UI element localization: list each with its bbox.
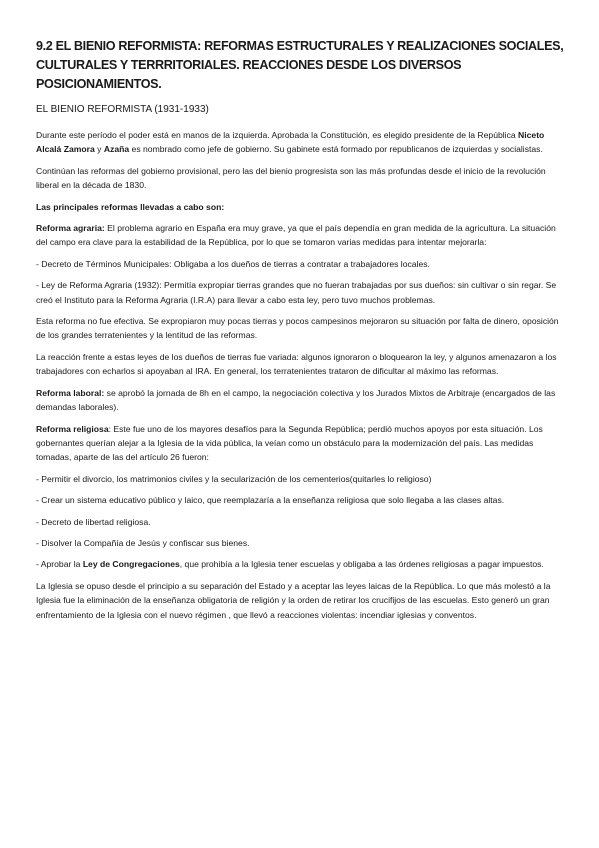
landowner-reaction-paragraph: La reacción frente a estas leyes de los dueños de tierras fue variada: algunos ignoraron o bloquearon la ley, y algunos amenazaron a los trabajadores con echarlos si apoyaban al IRA. En general, los terratenientes trataron de dificultar al máximo las reformas. <box>36 351 557 377</box>
education-item: - Crear un sistema educativo público y laico, que reemplazaría a la enseñanza religiosa que solo llegaba a las clases altas. <box>36 495 505 506</box>
religious-reform-paragraph <box>36 422 567 465</box>
intro-paragraph <box>36 128 567 157</box>
labor-reform-paragraph <box>36 386 567 415</box>
reform-effectiveness-paragraph: Esta reforma no fue efectiva. Se expropiaron muy pocas tierras y pocos campesinos mejoraron su situación por falta de dinero, oposición de los grandes terratenientes y la lentitud de las reformas. <box>36 316 559 341</box>
congregations-text-2: , que prohibía a la Iglesia tener escuelas y obligaba a las órdenes religiosas a pagar impuestos. <box>179 559 544 570</box>
continuation-paragraph: Continúan las reformas del gobierno provisional, pero las del bienio progresista son las más profundas desde el inicio de la revolución liberal en la década de 1830. <box>36 165 546 191</box>
labor-reform-label: Reforma laboral: <box>36 387 105 398</box>
divorce-item: - Permitir el divorcio, los matrimonios civiles y la secularización de los cementerios(quitarles lo religioso) <box>36 473 432 484</box>
religious-freedom-item: - Decreto de libertad religiosa. <box>36 516 151 527</box>
intro-text-1: Durante este período el poder está en manos de la izquierda. Aprobada la Constitución, es elegido presidente de la República <box>36 130 519 140</box>
intro-head-government-name: Azaña <box>103 144 130 155</box>
religious-reform-text: : Este fue uno de los mayores desafíos para la Segunda República; perdió muchos apoyos por esta situación. Los gobernantes querían alejar a la Iglesia de la vida pública, la veían como un obstáculo para la modernización del país. Las medidas tomadas, aparte de las del artículo 26 fueron: <box>36 423 543 463</box>
document-title: 9.2 EL BIENIO REFORMISTA: REFORMAS ESTRUCTURALES Y REALIZACIONES SOCIALES, CULTURALES Y TERRRITORIALES. REACCIONES DESDE LOS DIVERSOS POSICIONAMIENTOS. <box>36 39 564 91</box>
agrarian-reform-text: El problema agrario en España era muy grave, ya que el país dependía en gran medida de la agricultura. La situación del campo era clave para la estabilidad de la República, por lo que se tomaron varias medidas para intentar mejorarla: <box>36 223 556 248</box>
congregations-text-1: - Aprobar la <box>36 559 83 570</box>
reforms-heading: Las principales reformas llevadas a cabo son: <box>36 201 225 212</box>
intro-text-2: y <box>94 144 104 155</box>
jesuits-item: - Disolver la Compañía de Jesús y confiscar sus bienes. <box>36 537 250 548</box>
congregations-item <box>36 557 567 571</box>
section-subtitle: EL BIENIO REFORMISTA (1931-1933) <box>36 104 209 115</box>
intro-text-3: es nombrado como jefe de gobierno. Su gabinete está formado por republicanos de izquierdas y socialistas. <box>129 144 543 155</box>
municipal-terms-item: - Decreto de Términos Municipales: Obligaba a los dueños de tierras a contratar a trabajadores locales. <box>36 258 430 269</box>
intro-president-name: Niceto Alcalá Zamora <box>36 130 545 155</box>
labor-reform-text: se aprobó la jornada de 8h en el campo, la negociación colectiva y los Jurados Mixtos de Arbitraje (encargados de las demandas laborales). <box>36 387 556 413</box>
congregations-law-name: Ley de Congregaciones <box>82 559 180 570</box>
agrarian-reform-label: Reforma agraria: <box>36 223 105 234</box>
agrarian-law-item: - Ley de Reforma Agraria (1932): Permitía expropiar tierras grandes que no fueran trabajadas por sus dueños: sin cultivar o sin regar. Se creó el Instituto para la Reforma Agraria (I.R.A) para llevar a cabo esta ley, pero tuvo muchos problemas. <box>36 280 557 305</box>
church-opposition-paragraph: La Iglesia se opuso desde el principio a su separación del Estado y a aceptar las leyes laicas de la República. Lo que más molestó a la Iglesia fue la eliminación de la enseñanza obligatoria de religión y la orden de retirar los crucifijos de las escuelas. Esto generó un gran enfrentamiento de la Iglesia con el nuevo régimen , que llevó a reacciones violentas: incendiar iglesias y conventos. <box>36 580 551 620</box>
religious-reform-label: Reforma religiosa <box>36 423 109 434</box>
agrarian-reform-paragraph <box>36 221 567 250</box>
